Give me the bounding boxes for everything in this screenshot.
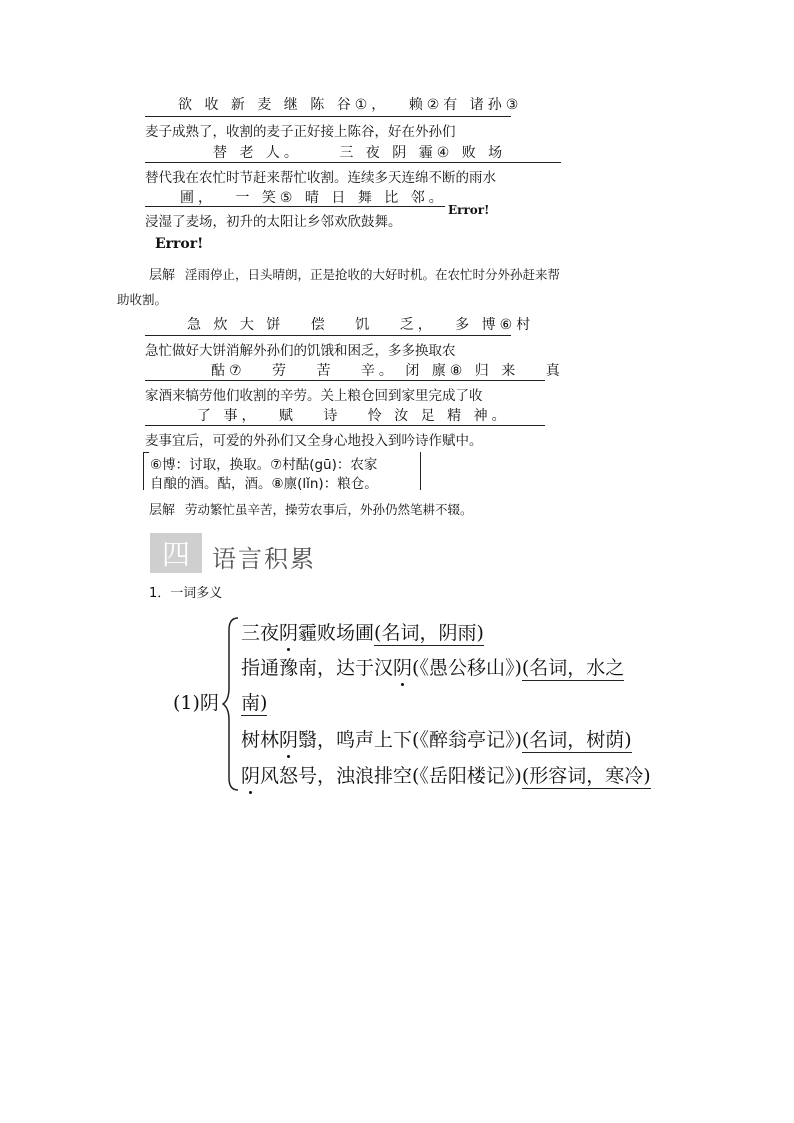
underline-rule bbox=[145, 116, 511, 117]
annotation-line: ⑥博：讨取，换取。⑦村酤(gū)：农家 bbox=[150, 457, 378, 473]
meaning-note: (名词，水之 bbox=[521, 657, 625, 679]
poem-line-translation: 家酒来犒劳他们收割的辛劳。关上粮仓回到家里完成了收 bbox=[145, 388, 483, 404]
layer-text: 淫雨停止，日头晴朗，正是抢收的大好时机。在农忙时分外孙赶来帮 bbox=[185, 267, 561, 282]
layer-explanation bbox=[149, 264, 560, 283]
layer-label: 层解 bbox=[149, 268, 176, 283]
poem-line-translation: 麦子成熟了，收割的麦子正好接上陈谷，好在外孙们 bbox=[145, 124, 456, 140]
meaning-note: (名词，阴雨) bbox=[374, 622, 484, 644]
brace-icon bbox=[222, 616, 240, 794]
poem-line-original: 急 炊 大 饼 偿 饥 乏， 多 博⑥村 bbox=[187, 317, 535, 333]
error-marker: Error! bbox=[448, 203, 490, 217]
sentence-example: 树林阴翳，鸣声上下(《醉翁亭记》)(名词，树荫) bbox=[241, 729, 632, 751]
item-heading: 1．一词多义 bbox=[149, 586, 223, 601]
meaning-note: 南) bbox=[241, 692, 268, 714]
underline-rule bbox=[145, 335, 511, 336]
sentence-example-continued bbox=[241, 688, 267, 715]
underline-rule bbox=[145, 162, 561, 163]
poem-line-original: 酤⑦ 劳 苦 辛。 闭 廪⑧ 归 来 真 bbox=[211, 363, 564, 379]
layer-text-continued: 助收割。 bbox=[117, 292, 168, 307]
poem-line-translation: 麦事宜后，可爱的外孙们又全身心地投入到吟诗作赋中。 bbox=[145, 433, 483, 449]
poem-line-original: 圃， 一 笑⑤ 晴 日 舞 比 邻。 bbox=[180, 190, 447, 206]
poem-line-original: 了 事， 赋 诗 怜 汝 足 精 神。 bbox=[197, 408, 510, 424]
sentence-example: 指通豫南，达于汉阴(《愚公移山》)(名词，水之 bbox=[241, 657, 625, 679]
dotted-char: 阴 bbox=[279, 729, 299, 751]
error-marker: Error! bbox=[155, 236, 204, 252]
section-number-badge: 四 bbox=[150, 533, 202, 573]
poem-line-translation: 浸湿了麦场，初升的太阳让乡邻欢欣鼓舞。 bbox=[145, 214, 402, 230]
poem-line-original: 欲 收 新 麦 继 陈 谷①， 赖②有 诸孙③ bbox=[178, 97, 523, 113]
sentence-example: 三夜阴霾败场圃(名词，阴雨) bbox=[241, 622, 484, 644]
layer-explanation bbox=[149, 499, 473, 518]
poem-line-translation: 替代我在农忙时节赶来帮忙收割。连续多天连绵不断的雨水 bbox=[145, 170, 496, 186]
underline-rule bbox=[145, 206, 445, 207]
layer-text: 劳动繁忙虽辛苦，操劳农事后，外孙仍然笔耕不辍。 bbox=[185, 502, 473, 517]
annotation-line: 自酿的酒。酤，酒。⑧廪(lǐn)：粮仓。 bbox=[150, 476, 378, 492]
poem-line-original: 替 老 人。 三 夜 阴 霾④ 败 场 bbox=[213, 145, 507, 161]
dotted-char: 阴 bbox=[279, 622, 299, 644]
underline-rule bbox=[145, 380, 545, 381]
underline-rule bbox=[145, 425, 545, 426]
meaning-note: (名词，树荫) bbox=[521, 729, 632, 751]
dotted-char: 阴 bbox=[393, 657, 413, 679]
dotted-char: 阴 bbox=[241, 765, 261, 787]
layer-label: 层解 bbox=[149, 503, 176, 518]
meaning-note: (形容词，寒冷) bbox=[521, 765, 651, 787]
section-title: 语言积累 bbox=[212, 545, 316, 573]
sentence-example: 阴风怒号，浊浪排空(《岳阳楼记》)(形容词，寒冷) bbox=[241, 765, 651, 787]
poem-line-translation: 急忙做好大饼消解外孙们的饥饿和困乏，多多换取农 bbox=[145, 343, 456, 359]
polysemy-word-label: (1)阴 bbox=[173, 692, 219, 714]
